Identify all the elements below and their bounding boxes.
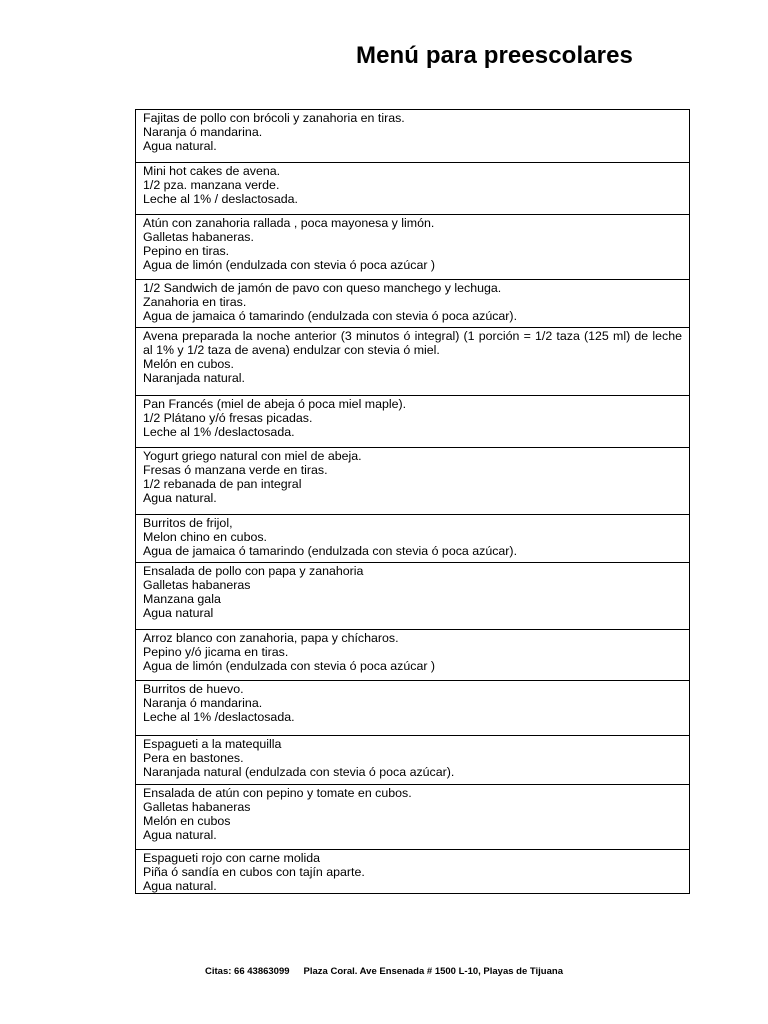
footer-address: Plaza Coral. Ave Ensenada # 1500 L-10, Playas de Tijuana — [303, 966, 563, 977]
page-title: Menú para preescolares — [356, 42, 633, 69]
menu-line: Agua de limón (endulzada con stevia ó poca azúcar ) — [143, 258, 436, 272]
menu-line: Agua de jamaica ó tamarindo (endulzada con stevia ó poca azúcar). — [143, 544, 518, 558]
menu-line: Agua de jamaica ó tamarindo (endulzada con stevia ó poca azúcar). — [143, 309, 518, 323]
menu-line: Agua natural — [143, 606, 214, 620]
menu-line: Agua natural. — [143, 139, 217, 153]
menu-line: 1/2 rebanada de pan integral — [143, 477, 302, 491]
menu-cell — [136, 681, 690, 736]
menu-line: Agua de limón (endulzada con stevia ó poca azúcar ) — [143, 659, 436, 673]
menu-row — [136, 630, 690, 681]
menu-cell — [136, 215, 690, 280]
menu-line: Arroz blanco con zanahoria, papa y chícharos. — [143, 631, 399, 645]
menu-line: Naranjada natural (endulzada con stevia ó poca azúcar). — [143, 765, 455, 779]
menu-row — [136, 215, 690, 280]
menu-line: Pera en bastones. — [143, 751, 244, 765]
menu-line: Galletas habaneras — [143, 578, 251, 592]
menu-line: Pepino y/ó jicama en tiras. — [143, 645, 289, 659]
menu-line: Yogurt griego natural con miel de abeja. — [143, 449, 362, 463]
menu-line: Agua natural. — [143, 491, 217, 505]
menu-row — [136, 563, 690, 630]
menu-line: Melon chino en cubos. — [143, 530, 267, 544]
footer-phone: Citas: 66 43863099 — [205, 966, 290, 977]
menu-line: Agua natural. — [143, 879, 217, 893]
menu-line: Fresas ó manzana verde en tiras. — [143, 463, 328, 477]
menu-line: Atún con zanahoria rallada , poca mayonesa y limón. — [143, 216, 435, 230]
menu-line: 1/2 pza. manzana verde. — [143, 178, 280, 192]
menu-table-body — [136, 110, 690, 894]
menu-row — [136, 448, 690, 515]
menu-row — [136, 328, 690, 396]
menu-line: Melón en cubos. — [143, 357, 234, 371]
menu-line: 1/2 Plátano y/ó fresas picadas. — [143, 411, 313, 425]
footer — [0, 966, 768, 977]
menu-cell — [136, 448, 690, 515]
menu-line: Ensalada de atún con pepino y tomate en cubos. — [143, 786, 412, 800]
menu-cell — [136, 515, 690, 563]
menu-line: Espagueti rojo con carne molida — [143, 851, 321, 865]
menu-row — [136, 515, 690, 563]
menu-line: Pepino en tiras. — [143, 244, 230, 258]
menu-line: Melón en cubos — [143, 814, 231, 828]
menu-line: 1/2 Sandwich de jamón de pavo con queso manchego y lechuga. — [143, 281, 502, 295]
menu-line: Pan Francés (miel de abeja ó poca miel maple). — [143, 397, 407, 411]
menu-line: Galletas habaneras — [143, 800, 251, 814]
menu-cell — [136, 396, 690, 448]
menu-cell — [136, 785, 690, 850]
menu-line: Leche al 1% / deslactosada. — [143, 192, 298, 206]
menu-line: Espagueti a la matequilla — [143, 737, 282, 751]
menu-row — [136, 850, 690, 894]
menu-line: Naranja ó mandarina. — [143, 696, 263, 710]
menu-line: Piña ó sandía en cubos con tajín aparte. — [143, 865, 365, 879]
menu-line: Ensalada de pollo con papa y zanahoria — [143, 564, 364, 578]
menu-line: Naranja ó mandarina. — [143, 125, 263, 139]
menu-line: Zanahoria en tiras. — [143, 295, 247, 309]
menu-row — [136, 736, 690, 785]
menu-row — [136, 110, 690, 163]
menu-cell — [136, 328, 690, 396]
menu-cell — [136, 850, 690, 894]
menu-line: Leche al 1% /deslactosada. — [143, 710, 295, 724]
menu-line: Galletas habaneras. — [143, 230, 254, 244]
menu-line: Fajitas de pollo con brócoli y zanahoria en tiras. — [143, 111, 405, 125]
menu-row — [136, 396, 690, 448]
menu-row — [136, 163, 690, 215]
menu-row — [136, 280, 690, 328]
menu-line: Manzana gala — [143, 592, 221, 606]
menu-line: Burritos de frijol, — [143, 516, 233, 530]
menu-cell — [136, 280, 690, 328]
menu-line: Leche al 1% /deslactosada. — [143, 425, 295, 439]
menu-cell — [136, 563, 690, 630]
menu-cell — [136, 163, 690, 215]
menu-line: Naranjada natural. — [143, 371, 245, 385]
menu-table — [135, 109, 690, 894]
menu-cell — [136, 736, 690, 785]
menu-cell — [136, 110, 690, 163]
menu-row — [136, 785, 690, 850]
menu-line: Agua natural. — [143, 828, 217, 842]
menu-cell — [136, 630, 690, 681]
menu-line: Mini hot cakes de avena. — [143, 164, 281, 178]
menu-line: Burritos de huevo. — [143, 682, 244, 696]
menu-row — [136, 681, 690, 736]
menu-line: Avena preparada la noche anterior (3 minutos ó integral) (1 porción = 1/2 taza (125 ml) de leche al 1% y 1/2 taza de avena) endulzar con stevia ó miel. — [143, 329, 682, 357]
